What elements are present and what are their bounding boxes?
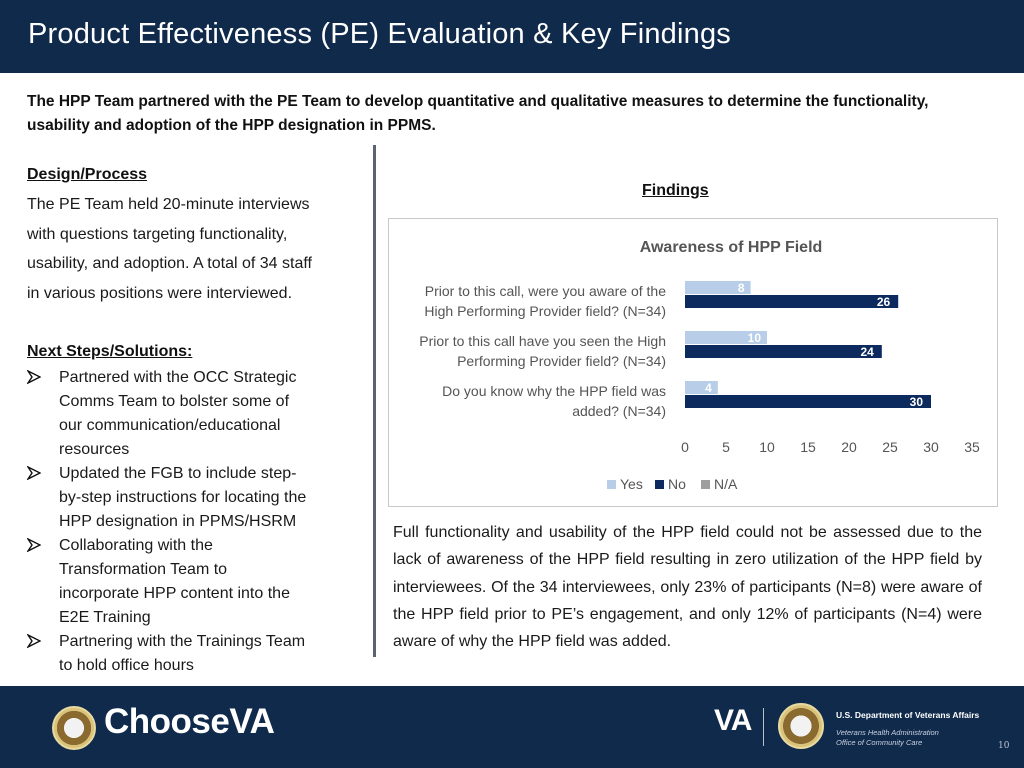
- legend-swatch: [607, 480, 616, 489]
- next-step-line: incorporate HPP content into the: [59, 585, 290, 602]
- choose-va-logo: [104, 702, 274, 742]
- data-label-yes: 10: [747, 331, 761, 345]
- next-step-line: Comms Team to bolster some of: [59, 393, 290, 410]
- x-tick-label: 30: [923, 439, 939, 455]
- page-title: Product Effectiveness (PE) Evaluation & Key Findings: [28, 18, 731, 50]
- footer-bar: [0, 686, 1024, 768]
- next-step-item: [27, 462, 367, 534]
- department-name: U.S. Department of Veterans Affairs: [836, 710, 980, 720]
- design-line: in various positions were interviewed.: [27, 284, 293, 302]
- x-tick-label: 5: [722, 439, 730, 455]
- findings-heading: Findings: [642, 182, 709, 199]
- category-label: High Performing Provider field? (N=34): [424, 303, 666, 319]
- next-step-line: Updated the FGB to include step-: [59, 465, 297, 482]
- arrow-bullet-icon: [27, 634, 41, 648]
- data-label-no: 30: [909, 395, 923, 409]
- next-step-item: [27, 366, 367, 462]
- category-label: Prior to this call, were you aware of the: [424, 283, 666, 299]
- next-step-line: to hold office hours: [59, 657, 194, 674]
- category-label: added? (N=34): [572, 403, 666, 419]
- legend-swatch: [701, 480, 710, 489]
- logo-separator: [763, 708, 764, 746]
- choose-text: Choose: [104, 702, 230, 741]
- data-label-no: 26: [876, 295, 891, 309]
- next-step-line: by-step instructions for locating the: [59, 489, 307, 506]
- next-steps-heading: Next Steps/Solutions:: [27, 343, 193, 360]
- intro-text: The HPP Team partnered with the PE Team to develop quantitative and qualitative measures to determine the functionality, usability and adoption of the HPP designation in PPMS.: [27, 93, 929, 134]
- next-step-line: resources: [59, 441, 130, 458]
- next-step-line: Collaborating with the: [59, 537, 213, 554]
- x-tick-label: 20: [841, 439, 857, 455]
- data-label-no: 24: [860, 345, 874, 359]
- x-tick-label: 15: [800, 439, 816, 455]
- next-step-item: [27, 630, 367, 678]
- bar-no: [685, 395, 931, 408]
- chart-title: Awareness of HPP Field: [639, 239, 823, 256]
- va-text: VA: [229, 702, 275, 741]
- design-line: The PE Team held 20-minute interviews: [27, 196, 310, 213]
- legend-label: Yes: [620, 476, 643, 492]
- legend-label: N/A: [714, 476, 738, 492]
- awareness-chart: [388, 218, 998, 507]
- next-step-line: E2E Training: [59, 609, 151, 626]
- category-label: Performing Provider field? (N=34): [457, 353, 666, 369]
- legend-label: No: [668, 476, 686, 492]
- office-name: Office of Community Care: [836, 738, 923, 747]
- arrow-bullet-icon: [27, 466, 41, 480]
- bar-no: [685, 345, 882, 358]
- design-line: usability, and adoption. A total of 34 staff: [27, 255, 312, 272]
- design-line: with questions targeting functionality,: [27, 225, 288, 243]
- next-step-line: Partnered with the OCC Strategic: [59, 369, 297, 386]
- next-step-line: HPP designation in PPMS/HSRM: [59, 513, 297, 530]
- next-step-line: Transformation Team to: [59, 561, 228, 578]
- administration-name: Veterans Health Administration: [836, 728, 939, 737]
- bar-yes: [685, 381, 718, 394]
- design-process-text: [27, 190, 367, 308]
- x-tick-label: 10: [759, 439, 775, 455]
- page-number: 10: [998, 741, 1010, 751]
- next-step-line: our communication/educational: [59, 417, 281, 434]
- bar-no: [685, 295, 898, 308]
- legend-swatch: [655, 480, 664, 489]
- va-wordmark: VA: [714, 704, 752, 737]
- design-process-heading: Design/Process: [27, 166, 148, 183]
- x-tick-label: 0: [681, 439, 689, 455]
- next-step-item: [27, 534, 367, 630]
- category-label: Prior to this call have you seen the High: [419, 333, 666, 349]
- next-steps-list: [27, 366, 367, 678]
- next-step-line: Partnering with the Trainings Team: [59, 633, 306, 650]
- chart-svg: [389, 219, 999, 508]
- data-label-yes: 8: [737, 281, 745, 295]
- category-label: Do you know why the HPP field was: [442, 383, 666, 399]
- title-bar: [0, 0, 1024, 73]
- x-tick-label: 35: [964, 439, 980, 455]
- arrow-bullet-icon: [27, 370, 41, 384]
- arrow-bullet-icon: [27, 538, 41, 552]
- left-column: [27, 166, 367, 674]
- va-seal-icon: [52, 706, 96, 750]
- department-seal-icon: [778, 703, 824, 749]
- x-tick-label: 25: [882, 439, 898, 455]
- data-label-yes: 4: [705, 381, 712, 395]
- findings-text: Full functionality and usability of the HPP field could not be assessed due to the lack of awareness of the HPP field resulting in zero utilization of the HPP field by interviewees. Of the 34 interviewees, only 23% of participants (N=8) were aware of the HPP field prior to PE’s engagement, and only 12% of participants (N=4) were aware of why the HPP field was added.: [393, 524, 982, 651]
- column-divider: [373, 145, 376, 657]
